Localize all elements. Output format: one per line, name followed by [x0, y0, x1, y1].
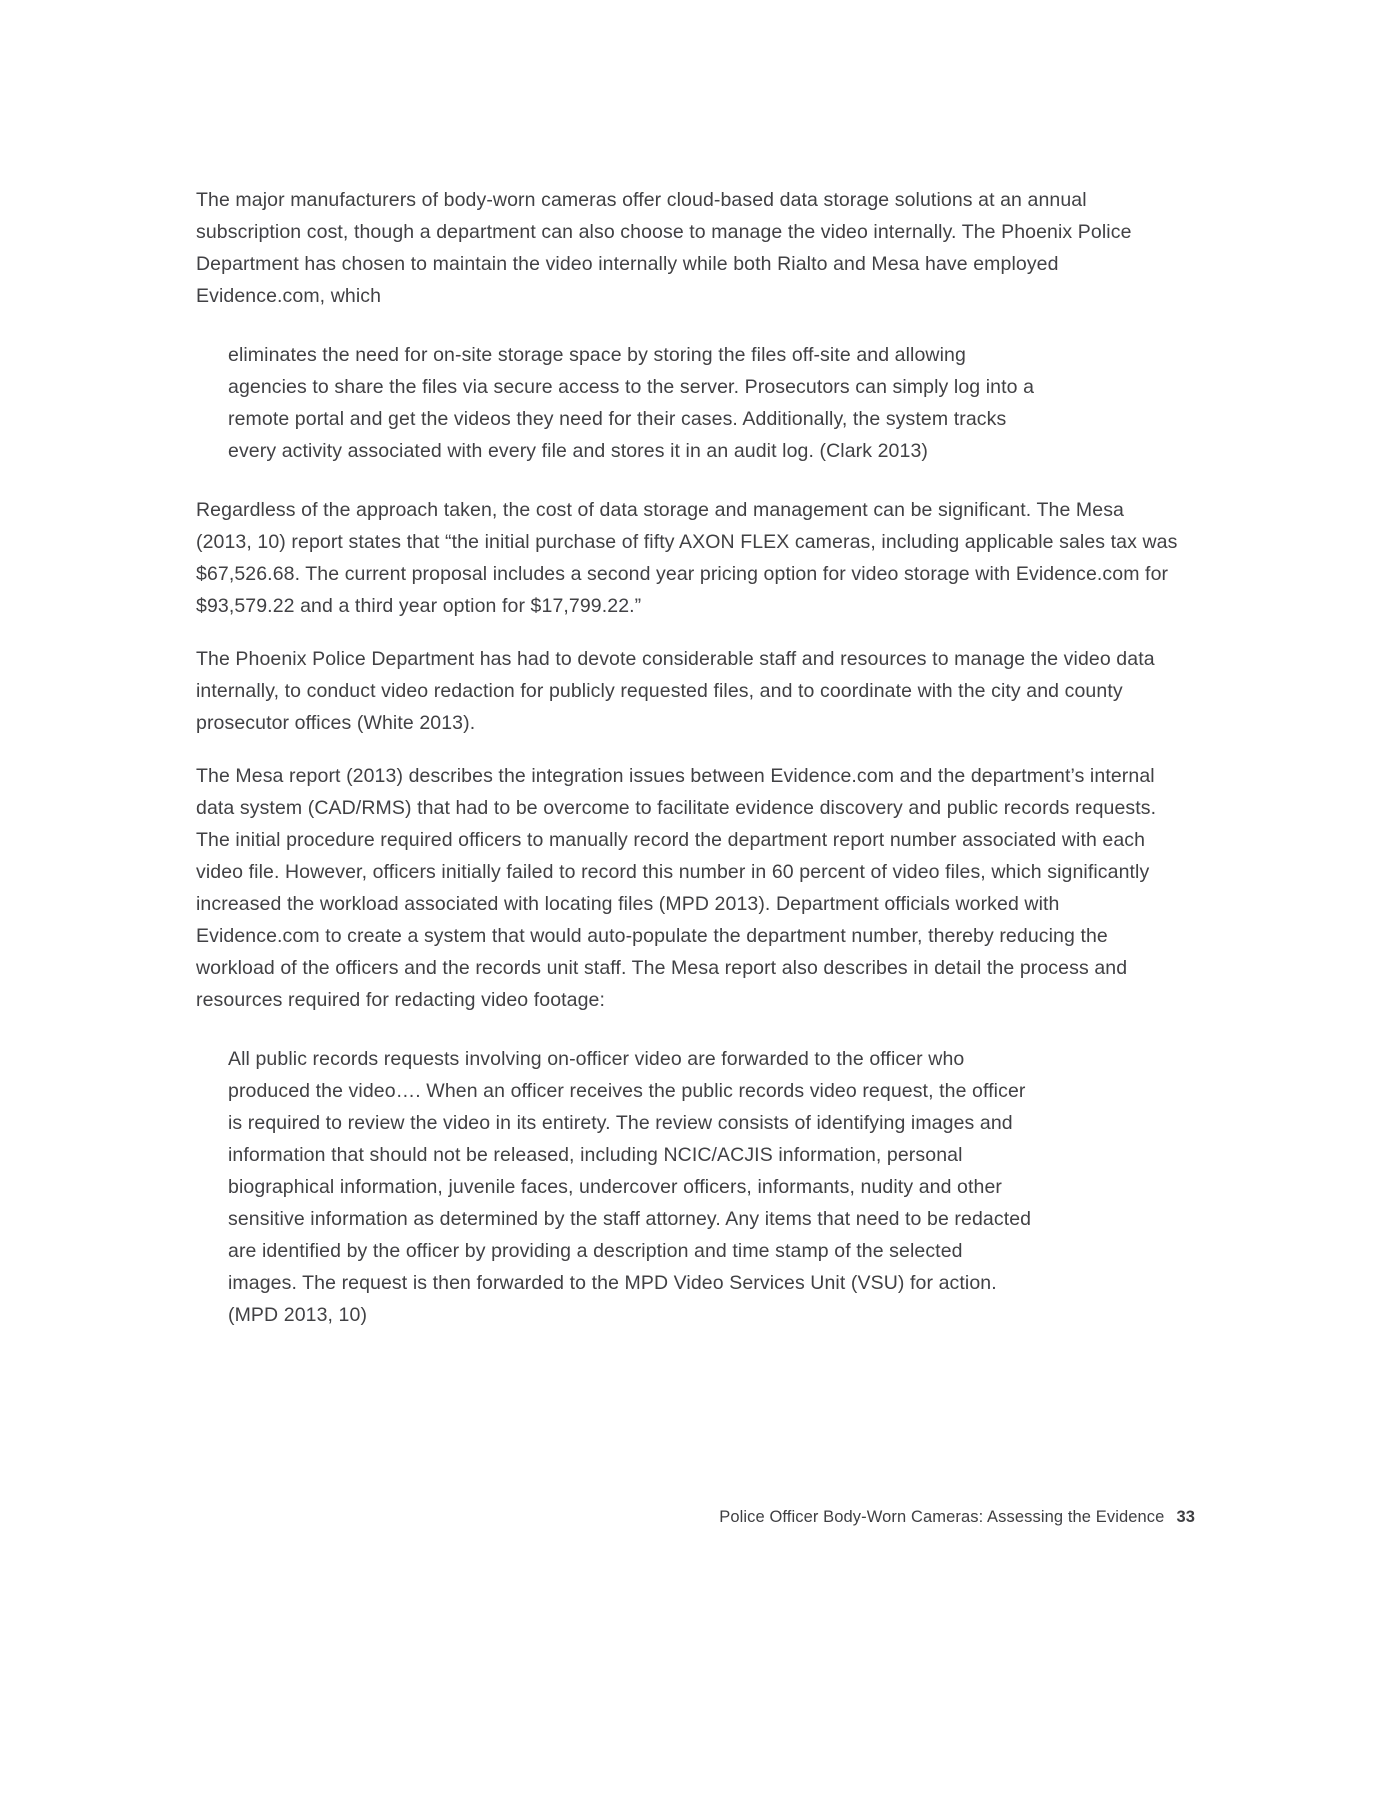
page-footer — [196, 1506, 1195, 1528]
block-quote-clark-2013: eliminates the need for on-site storage space by storing the files off-site and allowing agencies to share the files via secure access to the server. Prosecutors can simply log into a remote portal and get the videos they need for their cases. Additionally, the system tracks every activity associated with every file and stores it in an audit log. (Clark 2013) — [228, 344, 1035, 462]
footer-title: Police Officer Body-Worn Cameras: Assessing the Evidence — [719, 1508, 1165, 1526]
paragraph-storage-solutions: The major manufacturers of body-worn cameras offer cloud-based data storage solutions at an annual subscription cost, though a department can also choose to manage the video internally. The Phoenix Police Department has chosen to maintain the video internally while both Rialto and Mesa have employed Evidence.com, which — [196, 189, 1132, 307]
paragraph-phoenix-resources: The Phoenix Police Department has had to devote considerable staff and resources to manage the video data internally, to conduct video redaction for publicly requested files, and to coordinate with the city and county prosecutor offices (White 2013). — [196, 648, 1155, 734]
paragraph-storage-cost: Regardless of the approach taken, the cost of data storage and management can be significant. The Mesa (2013, 10) report states that “the initial purchase of fifty AXON FLEX cameras, including applicable sales tax was $67,526.68. The current proposal includes a second year pricing option for video storage with Evidence.com for $93,579.22 and a third year option for $17,799.22.” — [196, 499, 1178, 617]
block-quote-mpd-2013: All public records requests involving on-officer video are forwarded to the officer who produced the video…. When an officer receives the public records video request, the officer is required to review the video in its entirety. The review consists of identifying images and information that should not be released, including NCIC/ACJIS information, personal biographical information, juvenile faces, undercover officers, informants, nudity and other sensitive information as determined by the staff attorney. Any items that need to be redacted are identified by the officer by providing a description and time stamp of the selected images. The request is then forwarded to the MPD Video Services Unit (VSU) for action. (MPD 2013, 10) — [228, 1048, 1032, 1326]
page-content — [196, 184, 1181, 1358]
page-number: 33 — [1176, 1508, 1195, 1526]
paragraph-mesa-integration: The Mesa report (2013) describes the integration issues between Evidence.com and the department’s internal data system (CAD/RMS) that had to be overcome to facilitate evidence discovery and public records requests. The initial procedure required officers to manually record the department report number associated with each video file. However, officers initially failed to record this number in 60 percent of video files, which significantly increased the workload associated with locating files (MPD 2013). Department officials worked with Evidence.com to create a system that would auto-populate the department number, thereby reducing the workload of the officers and the records unit staff. The Mesa report also describes in detail the process and resources required for redacting video footage: — [196, 765, 1157, 1011]
